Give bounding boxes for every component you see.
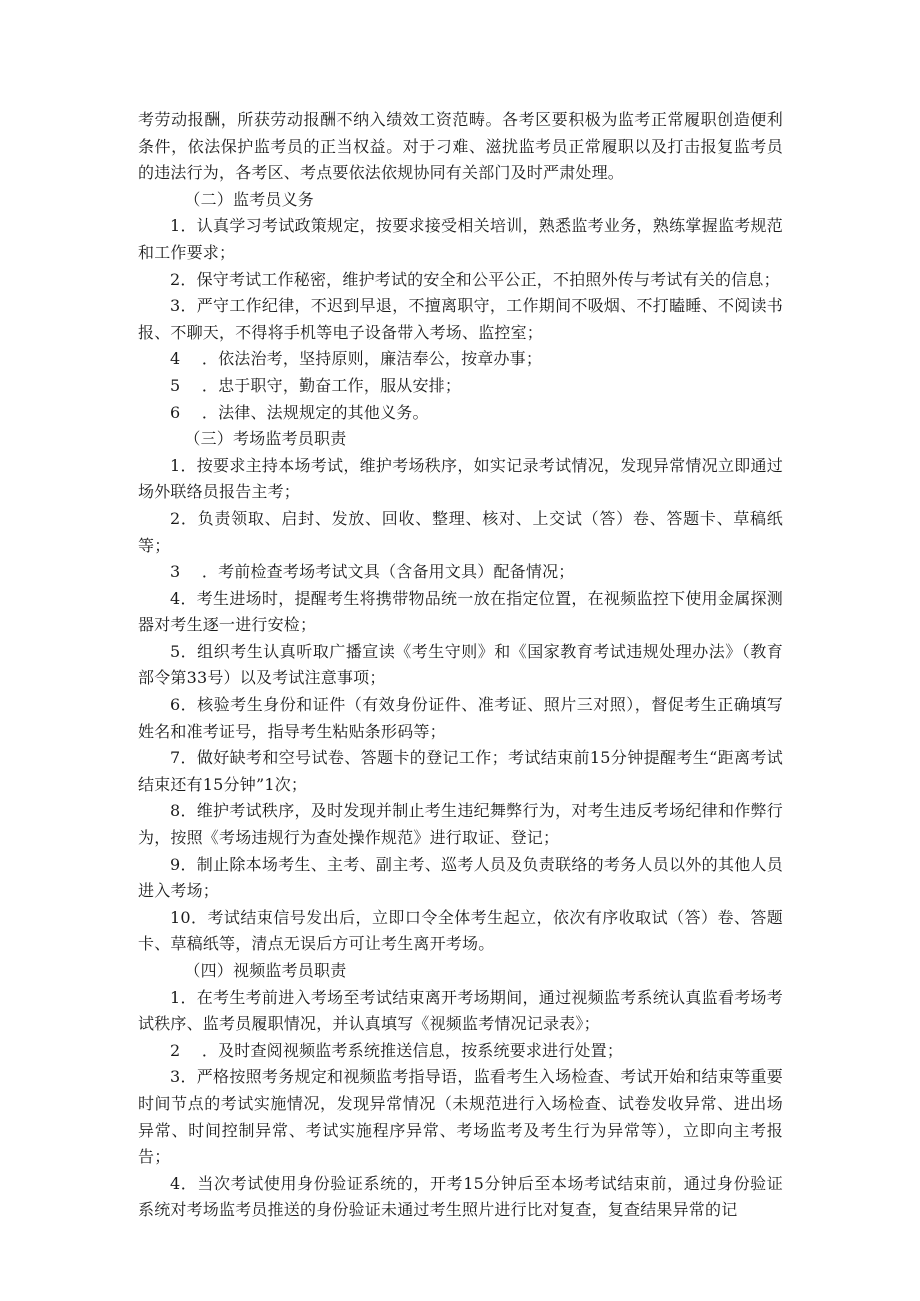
list-item: 6．核验考生身份和证件（有效身份证件、准考证、照片三对照），督促考生正确填写姓名和准考证号，指导考生粘贴条形码等； (138, 695, 783, 741)
list-item: 6 ．法律、法规规定的其他义务。 (170, 402, 429, 422)
list-item: 3．严守工作纪律，不迟到早退，不擅离职守，工作期间不吸烟、不打瞌睡、不阅读书报、不聊天，不得将手机等电子设备带入考场、监控室； (138, 296, 783, 342)
list-item: 1．在考生考前进入考场至考试结束离开考场期间，通过视频监考系统认真监看考场考试秩序、监考员履职情况，并认真填写《视频监考情况记录表》； (138, 987, 783, 1034)
list-item: 4．考生进场时，提醒考生将携带物品统一放在指定位置，在视频监控下使用金属探测器对考生逐一进行安检； (138, 588, 783, 635)
list-item: 2 ．及时查阅视频监考系统推送信息，按系统要求进行处置； (170, 1040, 624, 1060)
list-item: 3．严格按照考务规定和视频监考指导语，监看考生入场检查、考试开始和结束等重要时间节点的考试实施情况，发现异常情况（未规范进行入场检查、试卷发收异常、进出场异常、时间控制异常、考试实施程序异常、考场监考及考生行为异常等），立即向主考报告； (138, 1067, 783, 1167)
document-body (138, 107, 783, 1224)
list-item: 4 ．依法治考，坚持原则，廉洁奉公，按章办事； (170, 349, 543, 369)
list-item: 5．组织考生认真听取广播宣读《考生守则》和《国家教育考试违规处理办法》（教育部令第33号）以及考试注意事项； (138, 641, 783, 688)
list-item: 1．认真学习考试政策规定，按要求接受相关培训，熟悉监考业务，熟练掌握监考规范和工作要求； (138, 216, 783, 262)
paragraph-continuation: 考劳动报酬，所获劳动报酬不纳入绩效工资范畴。各考区要积极为监考正常履职创造便利条件，依法保护监考员的正当权益。对于刁难、滋扰监考员正常履职以及打击报复监考员的违法行为，各考区、考点要依法依规协同有关部门及时严肃处理。 (138, 110, 783, 183)
list-item: 1．按要求主持本场考试，维护考场秩序，如实记录考试情况，发现异常情况立即通过场外联络员报告主考； (138, 455, 783, 502)
list-item: 7．做好缺考和空号试卷、答题卡的登记工作；考试结束前15分钟提醒考生“距离考试结束还有15分钟”1次； (138, 748, 783, 794)
list-item: 2．保守考试工作秘密，维护考试的安全和公平公正，不拍照外传与考试有关的信息； (170, 269, 780, 289)
section-heading-4: （四）视频监考员职责 (184, 961, 347, 980)
list-item: 8．维护考试秩序，及时发现并制止考生违纪舞弊行为，对考生违反考场纪律和作弊行为，按照《考场违规行为查处操作规范》进行取证、登记； (138, 801, 783, 848)
list-item: 9．制止除本场考生、主考、副主考、巡考人员及负责联络的考务人员以外的其他人员进入考场； (138, 854, 783, 901)
list-item: 10．考试结束信号发出后，立即口令全体考生起立，依次有序收取试（答）卷、答题卡、草稿纸等，清点无误后方可让考生离开考场。 (138, 907, 783, 954)
list-item: 3 ．考前检查考场考试文具（含备用文具）配备情况； (170, 562, 575, 582)
section-heading-3: （三）考场监考员职责 (184, 429, 347, 449)
list-item: 2．负责领取、启封、发放、回收、整理、核对、上交试（答）卷、答题卡、草稿纸等； (138, 508, 783, 555)
list-item: 5 ．忠于职守，勤奋工作，服从安排； (170, 375, 462, 395)
section-heading-2: （二）监考员义务 (184, 189, 314, 209)
list-item: 4．当次考试使用身份验证系统的，开考15分钟后至本场考试结束前，通过身份验证系统对考场监考员推送的身份验证未通过考生照片进行比对复查，复查结果异常的记 (138, 1173, 783, 1220)
